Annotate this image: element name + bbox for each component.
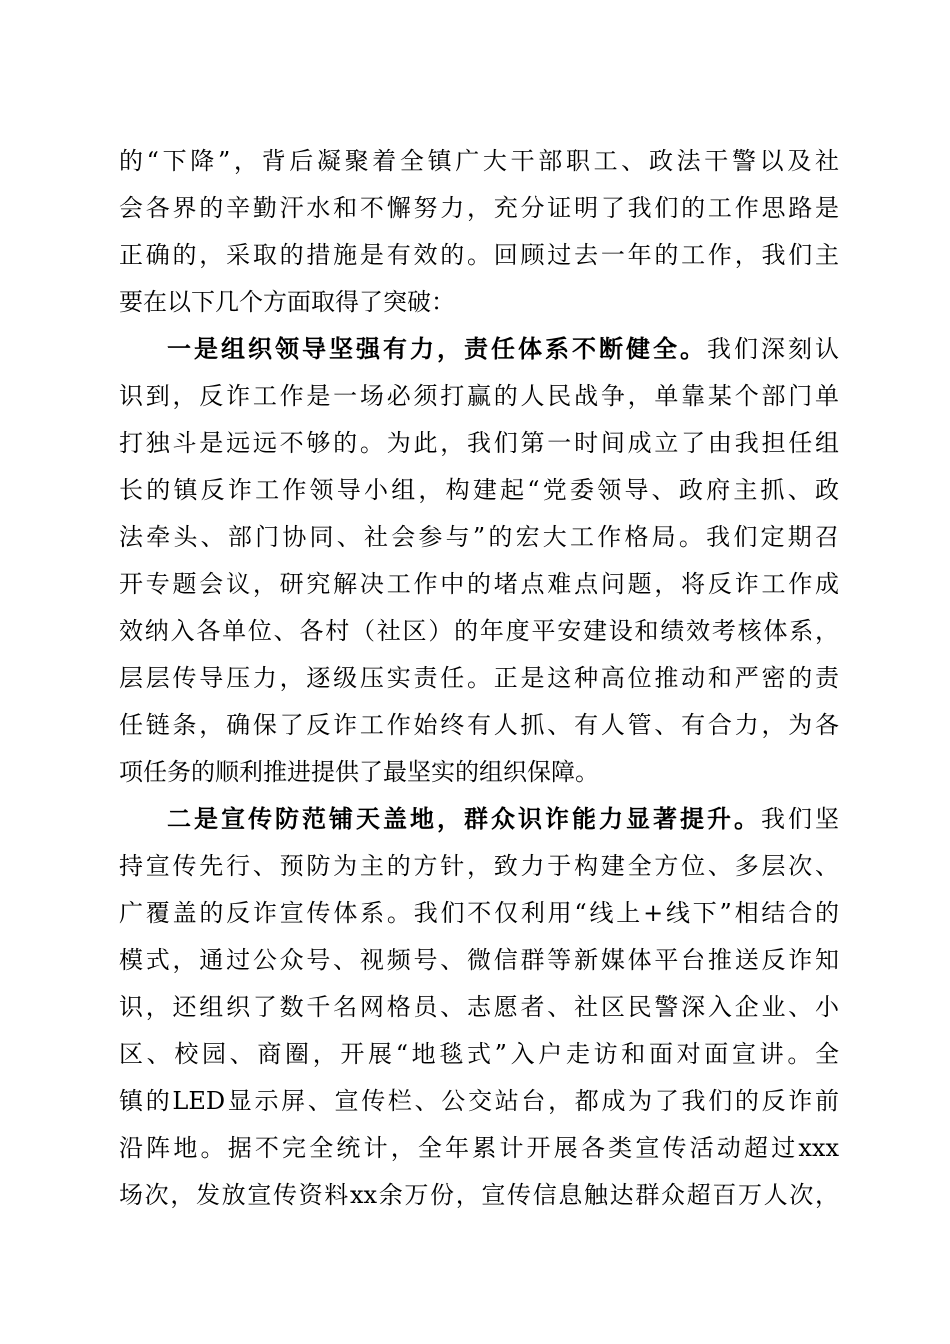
text-line: 效纳入各单位、各村（社区）的年度平安建设和绩效考核体系，	[119, 617, 839, 645]
text-line: 层层传导压力，逐级压实责任。正是这种高位推动和严密的责	[119, 664, 839, 692]
paragraph-two-first-line-rest: 我们坚	[761, 805, 839, 833]
text-line: 正确的，采取的措施是有效的。回顾过去一年的工作，我们主	[119, 241, 839, 269]
text-line: 任链条，确保了反诈工作始终有人抓、有人管、有合力，为各	[119, 711, 839, 739]
text-line: 开专题会议，研究解决工作中的堵点难点问题，将反诈工作成	[119, 570, 839, 598]
text-line: 广覆盖的反诈宣传体系。我们不仅利用“线上+线下”相结合的	[119, 899, 839, 927]
paragraph-one-first-line	[167, 329, 839, 369]
text-line: 模式，通过公众号、视频号、微信群等新媒体平台推送反诈知	[119, 946, 839, 974]
paragraph-one-lead: 一是组织领导坚强有力，责任体系不断健全。	[167, 334, 707, 363]
text-line: 持宣传先行、预防为主的方针，致力于构建全方位、多层次、	[119, 852, 839, 880]
text-line: 会各界的辛勤汗水和不懈努力，充分证明了我们的工作思路是	[119, 194, 839, 222]
text-line: 区、校园、商圈，开展“地毯式”入户走访和面对面宣讲。全	[119, 1040, 839, 1068]
text-line: 镇的LED显示屏、宣传栏、公交站台，都成为了我们的反诈前	[119, 1087, 839, 1115]
text-line: 识到，反诈工作是一场必须打赢的人民战争，单靠某个部门单	[119, 382, 839, 410]
text-line: 长的镇反诈工作领导小组，构建起“党委领导、政府主抓、政	[119, 476, 839, 504]
text-line: 场次，发放宣传资料xx余万份，宣传信息触达群众超百万人次，	[119, 1181, 839, 1209]
paragraph-two-lead: 二是宣传防范铺天盖地，群众识诈能力显著提升。	[167, 804, 761, 833]
text-line: 要在以下几个方面取得了突破：	[119, 288, 455, 316]
text-line: 打独斗是远远不够的。为此，我们第一时间成立了由我担任组	[119, 429, 839, 457]
text-line: 识，还组织了数千名网格员、志愿者、社区民警深入企业、小	[119, 993, 839, 1021]
paragraph-one-first-line-rest: 我们深刻认	[707, 335, 839, 363]
text-line: 沿阵地。据不完全统计，全年累计开展各类宣传活动超过xxx	[119, 1134, 839, 1162]
text-line: 法牵头、部门协同、社会参与”的宏大工作格局。我们定期召	[119, 523, 839, 551]
text-line: 的“下降”，背后凝聚着全镇广大干部职工、政法干警以及社	[119, 147, 839, 175]
paragraph-two-first-line	[167, 799, 839, 839]
text-line: 项任务的顺利推进提供了最坚实的组织保障。	[119, 758, 599, 786]
